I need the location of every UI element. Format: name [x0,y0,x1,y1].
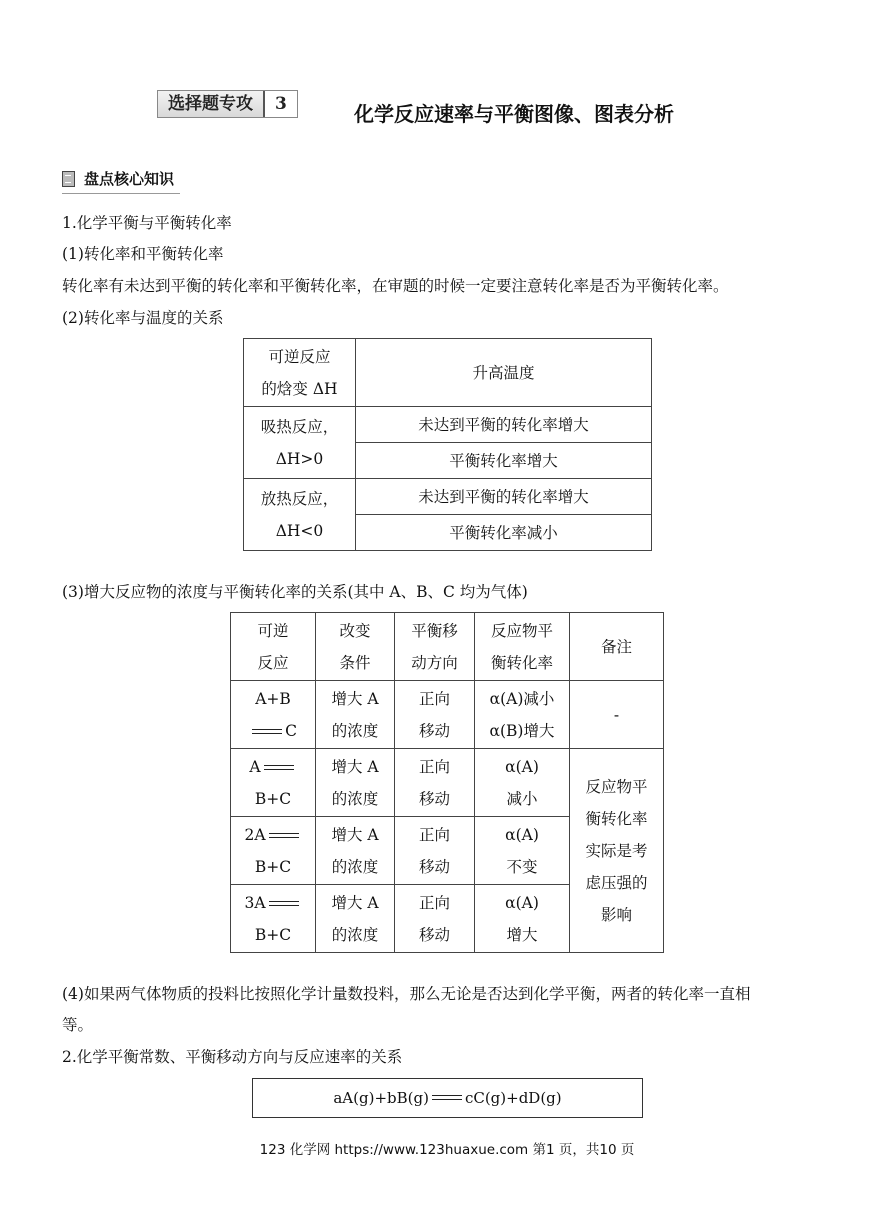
equilibrium-arrow-icon [432,1094,462,1102]
equilibrium-arrow-icon [252,728,282,736]
t1-row1-label: 吸热反应， ΔH>0 [244,407,356,479]
paragraph-5: (3)增大反应物的浓度与平衡转化率的关系(其中 A、B、C 均为气体) [62,583,528,601]
t2-row1-direction: 正向 移动 [395,681,475,749]
t2-row4-conversion: α(A) 增大 [475,885,570,953]
t1-row2-a: 未达到平衡的转化率增大 [356,479,652,515]
section-badge [157,90,298,118]
paragraph-4: (2)转化率与温度的关系 [62,309,224,327]
t2-row4-direction: 正向 移动 [395,885,475,953]
equilibrium-arrow-icon [269,900,299,908]
t2-row4-reaction: 3A B+C [231,885,316,953]
t2-note-merged: 反应物平 衡转化率 实际是考 虑压强的 影响 [570,749,664,953]
paragraph-2: (1)转化率和平衡转化率 [62,245,224,263]
t2-row2-condition: 增大 A 的浓度 [316,749,395,817]
table-row [231,749,664,817]
t2-row1-reaction: A+B C [231,681,316,749]
t2-head-reaction: 可逆 反应 [231,613,316,681]
t2-row2-conversion: α(A) 减小 [475,749,570,817]
t2-row2-reaction: A B+C [231,749,316,817]
t2-head-condition: 改变 条件 [316,613,395,681]
page-title: 化学反应速率与平衡图像、图表分析 [354,102,674,126]
table-row [231,681,664,749]
section-heading [62,168,180,194]
t1-row2-b: 平衡转化率减小 [356,515,652,551]
t2-row3-condition: 增大 A 的浓度 [316,817,395,885]
paragraph-6b: 等。 [62,1016,94,1034]
equilibrium-equation [252,1078,643,1118]
badge-number: 3 [265,91,297,117]
t2-row3-direction: 正向 移动 [395,817,475,885]
t1-head-col1: 可逆反应 的焓变 ΔH [244,339,356,407]
t2-head-note: 备注 [570,613,664,681]
page-footer: 123 化学网 https://www.123huaxue.com 第1 页，共10 页 [259,1142,635,1158]
paragraph-7: 2.化学平衡常数、平衡移动方向与反应速率的关系 [62,1048,403,1066]
paragraph-6a: (4)如果两气体物质的投料比按照化学计量数投料，那么无论是否达到化学平衡，两者的转化率一直相 [62,985,751,1003]
t2-row1-condition: 增大 A 的浓度 [316,681,395,749]
t1-row1-b: 平衡转化率增大 [356,443,652,479]
equilibrium-arrow-icon [269,832,299,840]
t2-row3-conversion: α(A) 不变 [475,817,570,885]
temperature-table [243,338,652,551]
equation-left: aA(g)+bB(g) [333,1089,429,1107]
document-icon [62,171,76,186]
equation-right: cC(g)+dD(g) [464,1089,562,1107]
concentration-table [230,612,664,953]
t1-row2-label: 放热反应， ΔH<0 [244,479,356,551]
section-heading-text: 盘点核心知识 [84,170,175,188]
t1-row1-a: 未达到平衡的转化率增大 [356,407,652,443]
paragraph-3: 转化率有未达到平衡的转化率和平衡转化率，在审题的时候一定要注意转化率是否为平衡转化率。 [62,277,729,295]
t2-row3-reaction: 2A B+C [231,817,316,885]
t2-row2-direction: 正向 移动 [395,749,475,817]
paragraph-1: 1.化学平衡与平衡转化率 [62,214,232,232]
t2-row1-conversion: α(A)减小 α(B)增大 [475,681,570,749]
badge-label: 选择题专攻 [158,91,265,117]
t2-row1-note: - [570,681,664,749]
t1-head-col2: 升高温度 [356,339,652,407]
t2-head-conversion: 反应物平 衡转化率 [475,613,570,681]
equilibrium-arrow-icon [264,764,294,772]
t2-head-direction: 平衡移 动方向 [395,613,475,681]
t2-row4-condition: 增大 A 的浓度 [316,885,395,953]
